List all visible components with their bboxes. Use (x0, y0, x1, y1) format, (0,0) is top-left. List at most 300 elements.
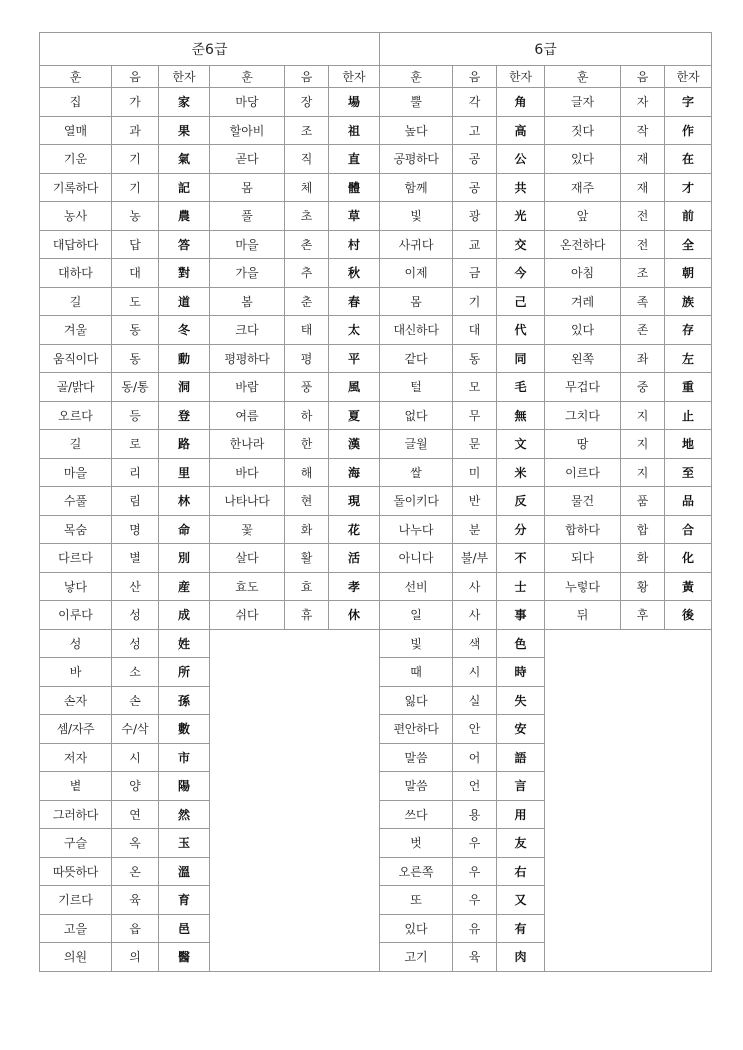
hanja-cell: 存 (665, 316, 712, 345)
empty-cell (545, 943, 712, 972)
hanja-cell: 時 (497, 658, 545, 687)
meaning-cell: 또 (380, 886, 453, 915)
hanja-cell: 有 (497, 914, 545, 943)
hanja-cell: 前 (665, 202, 712, 231)
meaning-cell: 골/밝다 (40, 373, 112, 402)
hanja-cell: 族 (665, 287, 712, 316)
sound-cell: 지 (621, 401, 665, 430)
sound-cell: 전 (621, 230, 665, 259)
meaning-cell: 겨울 (40, 316, 112, 345)
header-hanja: 한자 (159, 66, 210, 88)
meaning-cell: 털 (380, 373, 453, 402)
empty-cell (210, 943, 380, 972)
sound-cell: 육 (453, 943, 497, 972)
meaning-cell: 의원 (40, 943, 112, 972)
meaning-cell: 살다 (210, 544, 285, 573)
sound-cell: 고 (453, 116, 497, 145)
hanja-cell: 共 (497, 173, 545, 202)
sound-cell: 지 (621, 458, 665, 487)
sound-cell: 대 (112, 259, 159, 288)
header-hanja: 한자 (665, 66, 712, 88)
sound-cell: 전 (621, 202, 665, 231)
empty-cell (545, 658, 712, 687)
meaning-cell: 있다 (545, 316, 621, 345)
sound-cell: 분 (453, 515, 497, 544)
hanja-cell: 朝 (665, 259, 712, 288)
meaning-cell: 평평하다 (210, 344, 285, 373)
hanja-cell: 己 (497, 287, 545, 316)
sound-cell: 수/삭 (112, 715, 159, 744)
meaning-cell: 겨레 (545, 287, 621, 316)
meaning-cell: 아니다 (380, 544, 453, 573)
sound-cell: 활 (285, 544, 329, 573)
sound-cell: 안 (453, 715, 497, 744)
sound-cell: 성 (112, 629, 159, 658)
meaning-cell: 그치다 (545, 401, 621, 430)
meaning-cell: 길 (40, 287, 112, 316)
table-row (40, 401, 712, 430)
header-meaning: 훈 (210, 66, 285, 88)
sound-cell: 우 (453, 886, 497, 915)
hanja-cell: 又 (497, 886, 545, 915)
sound-cell: 동 (453, 344, 497, 373)
empty-cell (210, 658, 380, 687)
meaning-cell: 빛 (380, 202, 453, 231)
meaning-cell: 꽃 (210, 515, 285, 544)
sound-cell: 어 (453, 743, 497, 772)
meaning-cell: 글자 (545, 88, 621, 117)
hanja-cell: 毛 (497, 373, 545, 402)
sound-cell: 작 (621, 116, 665, 145)
hanja-cell: 右 (497, 857, 545, 886)
table-row (40, 116, 712, 145)
sound-cell: 불/부 (453, 544, 497, 573)
meaning-cell: 크다 (210, 316, 285, 345)
sound-cell: 화 (285, 515, 329, 544)
meaning-cell: 볕 (40, 772, 112, 801)
sound-cell: 공 (453, 145, 497, 174)
hanja-cell: 體 (329, 173, 380, 202)
hanja-cell: 春 (329, 287, 380, 316)
meaning-cell: 앞 (545, 202, 621, 231)
hanja-cell: 孝 (329, 572, 380, 601)
sound-cell: 후 (621, 601, 665, 630)
sound-cell: 시 (112, 743, 159, 772)
sound-cell: 해 (285, 458, 329, 487)
meaning-cell: 길 (40, 430, 112, 459)
meaning-cell: 한나라 (210, 430, 285, 459)
table-row (40, 344, 712, 373)
meaning-cell: 일 (380, 601, 453, 630)
meaning-cell: 이르다 (545, 458, 621, 487)
sound-cell: 재 (621, 173, 665, 202)
hanja-cell: 然 (159, 800, 210, 829)
sound-cell: 동 (112, 344, 159, 373)
sound-cell: 화 (621, 544, 665, 573)
meaning-cell: 쓰다 (380, 800, 453, 829)
hanja-cell: 對 (159, 259, 210, 288)
hanja-cell: 代 (497, 316, 545, 345)
meaning-cell: 저자 (40, 743, 112, 772)
hanja-cell: 作 (665, 116, 712, 145)
meaning-cell: 몸 (380, 287, 453, 316)
hanja-cell: 事 (497, 601, 545, 630)
meaning-cell: 기록하다 (40, 173, 112, 202)
meaning-cell: 돌이키다 (380, 487, 453, 516)
meaning-cell: 낳다 (40, 572, 112, 601)
sound-cell: 초 (285, 202, 329, 231)
sound-cell: 촌 (285, 230, 329, 259)
hanja-cell: 家 (159, 88, 210, 117)
sound-cell: 시 (453, 658, 497, 687)
meaning-cell: 온전하다 (545, 230, 621, 259)
sound-cell: 언 (453, 772, 497, 801)
sound-cell: 기 (112, 145, 159, 174)
meaning-cell: 효도 (210, 572, 285, 601)
hanja-cell: 産 (159, 572, 210, 601)
hanja-cell: 所 (159, 658, 210, 687)
meaning-cell: 잃다 (380, 686, 453, 715)
hanja-cell: 直 (329, 145, 380, 174)
sound-cell: 광 (453, 202, 497, 231)
meaning-cell: 편안하다 (380, 715, 453, 744)
table-row (40, 943, 712, 972)
sound-cell: 평 (285, 344, 329, 373)
sound-cell: 우 (453, 829, 497, 858)
hanja-cell: 數 (159, 715, 210, 744)
hanja-cell: 村 (329, 230, 380, 259)
sound-cell: 한 (285, 430, 329, 459)
hanja-cell: 風 (329, 373, 380, 402)
meaning-cell: 아침 (545, 259, 621, 288)
sound-cell: 사 (453, 572, 497, 601)
sound-cell: 태 (285, 316, 329, 345)
hanja-cell: 肉 (497, 943, 545, 972)
hanja-cell: 語 (497, 743, 545, 772)
meaning-cell: 선비 (380, 572, 453, 601)
sound-cell: 미 (453, 458, 497, 487)
meaning-cell: 땅 (545, 430, 621, 459)
empty-cell (545, 772, 712, 801)
meaning-cell: 기르다 (40, 886, 112, 915)
table-row (40, 515, 712, 544)
meaning-cell: 바다 (210, 458, 285, 487)
table-row (40, 601, 712, 630)
hanja-cell: 夏 (329, 401, 380, 430)
hanja-cell: 漢 (329, 430, 380, 459)
meaning-cell: 열매 (40, 116, 112, 145)
meaning-cell: 기운 (40, 145, 112, 174)
sound-cell: 재 (621, 145, 665, 174)
meaning-cell: 풀 (210, 202, 285, 231)
table-row (40, 259, 712, 288)
meaning-cell: 무겁다 (545, 373, 621, 402)
hanja-cell: 草 (329, 202, 380, 231)
empty-cell (210, 857, 380, 886)
sound-cell: 손 (112, 686, 159, 715)
empty-cell (210, 829, 380, 858)
hanja-cell: 字 (665, 88, 712, 117)
meaning-cell: 이제 (380, 259, 453, 288)
sound-cell: 도 (112, 287, 159, 316)
meaning-cell: 가을 (210, 259, 285, 288)
meaning-cell: 목숨 (40, 515, 112, 544)
hanja-cell: 海 (329, 458, 380, 487)
table-row (40, 886, 712, 915)
sound-cell: 무 (453, 401, 497, 430)
hanja-cell: 才 (665, 173, 712, 202)
hanja-cell: 現 (329, 487, 380, 516)
header-hanja: 한자 (497, 66, 545, 88)
meaning-cell: 성 (40, 629, 112, 658)
table-row (40, 145, 712, 174)
sound-cell: 옥 (112, 829, 159, 858)
sound-cell: 리 (112, 458, 159, 487)
hanja-cell: 答 (159, 230, 210, 259)
meaning-cell: 여름 (210, 401, 285, 430)
meaning-cell: 마을 (210, 230, 285, 259)
sound-cell: 동 (112, 316, 159, 345)
sound-cell: 과 (112, 116, 159, 145)
sound-cell: 현 (285, 487, 329, 516)
meaning-cell: 고을 (40, 914, 112, 943)
sound-cell: 용 (453, 800, 497, 829)
hanja-cell: 光 (497, 202, 545, 231)
hanja-cell: 無 (497, 401, 545, 430)
hanja-cell: 動 (159, 344, 210, 373)
meaning-cell: 구슬 (40, 829, 112, 858)
sound-cell: 우 (453, 857, 497, 886)
hanja-cell: 角 (497, 88, 545, 117)
sound-cell: 림 (112, 487, 159, 516)
hanja-cell: 不 (497, 544, 545, 573)
hanja-cell: 失 (497, 686, 545, 715)
meaning-cell: 바람 (210, 373, 285, 402)
meaning-cell: 있다 (545, 145, 621, 174)
hanja-cell: 育 (159, 886, 210, 915)
empty-cell (545, 686, 712, 715)
hanja-cell: 在 (665, 145, 712, 174)
table-row (40, 743, 712, 772)
sound-cell: 온 (112, 857, 159, 886)
hanja-cell: 市 (159, 743, 210, 772)
header-hanja: 한자 (329, 66, 380, 88)
sound-cell: 장 (285, 88, 329, 117)
meaning-cell: 마당 (210, 88, 285, 117)
hanja-cell: 至 (665, 458, 712, 487)
empty-cell (545, 886, 712, 915)
hanja-cell: 洞 (159, 373, 210, 402)
meaning-cell: 뒤 (545, 601, 621, 630)
meaning-cell: 같다 (380, 344, 453, 373)
sound-cell: 춘 (285, 287, 329, 316)
sound-cell: 공 (453, 173, 497, 202)
meaning-cell: 곧다 (210, 145, 285, 174)
hanja-cell: 里 (159, 458, 210, 487)
sound-cell: 동/통 (112, 373, 159, 402)
sound-cell: 등 (112, 401, 159, 430)
table-row (40, 173, 712, 202)
sound-cell: 금 (453, 259, 497, 288)
table-row (40, 914, 712, 943)
meaning-cell: 대답하다 (40, 230, 112, 259)
empty-cell (545, 857, 712, 886)
hanja-cell: 姓 (159, 629, 210, 658)
header-meaning: 훈 (380, 66, 453, 88)
table-row (40, 800, 712, 829)
hanja-cell: 秋 (329, 259, 380, 288)
sound-cell: 추 (285, 259, 329, 288)
table-row (40, 658, 712, 687)
table-row (40, 430, 712, 459)
empty-cell (545, 800, 712, 829)
hanja-cell: 化 (665, 544, 712, 573)
meaning-cell: 쉬다 (210, 601, 285, 630)
hanja-cell: 言 (497, 772, 545, 801)
meaning-cell: 나타나다 (210, 487, 285, 516)
hanja-cell: 安 (497, 715, 545, 744)
sound-cell: 하 (285, 401, 329, 430)
sound-cell: 휴 (285, 601, 329, 630)
hanja-cell: 色 (497, 629, 545, 658)
sound-cell: 연 (112, 800, 159, 829)
hanja-cell: 別 (159, 544, 210, 573)
sound-cell: 로 (112, 430, 159, 459)
meaning-cell: 쌀 (380, 458, 453, 487)
table-row (40, 287, 712, 316)
meaning-cell: 말씀 (380, 772, 453, 801)
sound-cell: 조 (621, 259, 665, 288)
meaning-cell: 되다 (545, 544, 621, 573)
sound-cell: 별 (112, 544, 159, 573)
section-title-6: 6급 (380, 33, 712, 66)
hanja-cell: 今 (497, 259, 545, 288)
empty-cell (545, 715, 712, 744)
hanja-cell: 文 (497, 430, 545, 459)
hanja-cell: 農 (159, 202, 210, 231)
meaning-cell: 사귀다 (380, 230, 453, 259)
table-row (40, 202, 712, 231)
hanja-vocabulary-table (39, 32, 712, 972)
meaning-cell: 왼쪽 (545, 344, 621, 373)
sound-cell: 각 (453, 88, 497, 117)
hanja-cell: 高 (497, 116, 545, 145)
meaning-cell: 물건 (545, 487, 621, 516)
table-row (40, 572, 712, 601)
hanja-cell: 祖 (329, 116, 380, 145)
meaning-cell: 글월 (380, 430, 453, 459)
meaning-cell: 이루다 (40, 601, 112, 630)
meaning-cell: 공평하다 (380, 145, 453, 174)
hanja-cell: 果 (159, 116, 210, 145)
table-row (40, 715, 712, 744)
empty-cell (545, 914, 712, 943)
meaning-cell: 수풀 (40, 487, 112, 516)
sound-cell: 대 (453, 316, 497, 345)
sound-cell: 조 (285, 116, 329, 145)
sound-cell: 가 (112, 88, 159, 117)
empty-cell (210, 743, 380, 772)
hanja-cell: 孫 (159, 686, 210, 715)
meaning-cell: 때 (380, 658, 453, 687)
empty-cell (210, 772, 380, 801)
empty-cell (210, 629, 380, 658)
sound-cell: 의 (112, 943, 159, 972)
meaning-cell: 농사 (40, 202, 112, 231)
hanja-cell: 後 (665, 601, 712, 630)
sound-cell: 소 (112, 658, 159, 687)
sound-cell: 족 (621, 287, 665, 316)
sound-cell: 농 (112, 202, 159, 231)
hanja-cell: 陽 (159, 772, 210, 801)
sound-cell: 좌 (621, 344, 665, 373)
meaning-cell: 합하다 (545, 515, 621, 544)
hanja-cell: 玉 (159, 829, 210, 858)
hanja-cell: 全 (665, 230, 712, 259)
meaning-cell: 손자 (40, 686, 112, 715)
hanja-cell: 士 (497, 572, 545, 601)
sound-cell: 존 (621, 316, 665, 345)
table-row (40, 544, 712, 573)
header-sound: 음 (453, 66, 497, 88)
sound-cell: 중 (621, 373, 665, 402)
sound-cell: 직 (285, 145, 329, 174)
hanja-cell: 平 (329, 344, 380, 373)
meaning-cell: 할아비 (210, 116, 285, 145)
meaning-cell: 뿔 (380, 88, 453, 117)
meaning-cell: 움직이다 (40, 344, 112, 373)
header-sound: 음 (621, 66, 665, 88)
meaning-cell: 봄 (210, 287, 285, 316)
meaning-cell: 셈/자주 (40, 715, 112, 744)
sound-cell: 읍 (112, 914, 159, 943)
meaning-cell: 오른쪽 (380, 857, 453, 886)
hanja-cell: 醫 (159, 943, 210, 972)
sound-cell: 지 (621, 430, 665, 459)
meaning-cell: 다르다 (40, 544, 112, 573)
sound-cell: 실 (453, 686, 497, 715)
table-row (40, 487, 712, 516)
table-row (40, 629, 712, 658)
hanja-cell: 邑 (159, 914, 210, 943)
hanja-cell: 冬 (159, 316, 210, 345)
empty-cell (545, 829, 712, 858)
sound-cell: 모 (453, 373, 497, 402)
hanja-cell: 道 (159, 287, 210, 316)
hanja-cell: 地 (665, 430, 712, 459)
empty-cell (545, 629, 712, 658)
sound-cell: 색 (453, 629, 497, 658)
sound-cell: 육 (112, 886, 159, 915)
meaning-cell: 나누다 (380, 515, 453, 544)
table-row (40, 829, 712, 858)
meaning-cell: 누렇다 (545, 572, 621, 601)
header-sound: 음 (112, 66, 159, 88)
sound-cell: 성 (112, 601, 159, 630)
header-sound: 음 (285, 66, 329, 88)
sound-cell: 황 (621, 572, 665, 601)
header-meaning: 훈 (40, 66, 112, 88)
hanja-cell: 同 (497, 344, 545, 373)
meaning-cell: 오르다 (40, 401, 112, 430)
hanja-cell: 記 (159, 173, 210, 202)
sound-cell: 기 (453, 287, 497, 316)
meaning-cell: 빛 (380, 629, 453, 658)
hanja-cell: 止 (665, 401, 712, 430)
hanja-cell: 登 (159, 401, 210, 430)
sound-cell: 품 (621, 487, 665, 516)
table-row (40, 857, 712, 886)
